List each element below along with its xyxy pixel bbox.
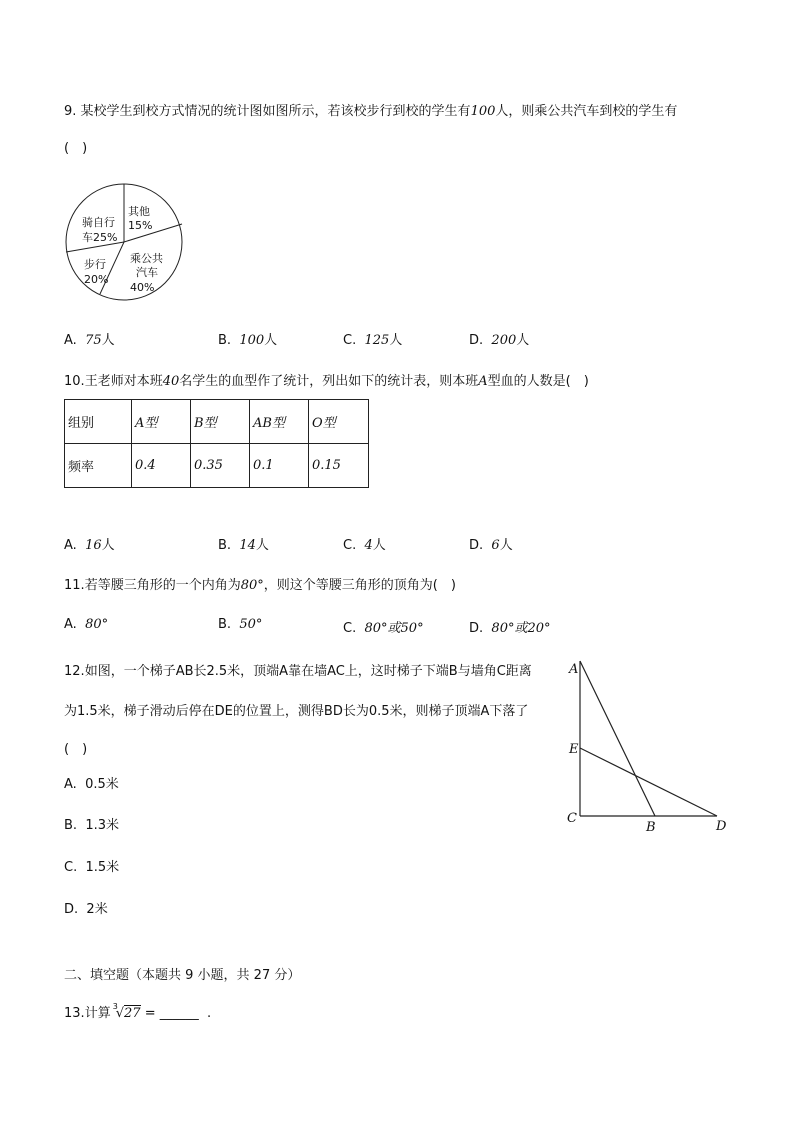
q9-pie-chart xyxy=(64,190,194,300)
table-cell: 频率 xyxy=(65,444,132,488)
q9-stem-number: 100 xyxy=(470,104,496,119)
q13-number: 13. xyxy=(64,1006,85,1021)
pie-value-walk: 20% xyxy=(84,273,109,286)
q13-line: 13.计算 3 √27 = ______ . xyxy=(64,1002,212,1021)
q11-option-b[interactable]: B. 50° xyxy=(218,617,263,632)
table-row xyxy=(65,444,369,488)
table-row xyxy=(65,400,369,444)
q10-option-c[interactable]: C. 4人 xyxy=(343,538,386,553)
pie-label-bus: 乘公共 xyxy=(130,252,163,265)
q11-option-a[interactable]: A. 80° xyxy=(64,617,109,632)
q9-stem-part-b: 人，则乘公共汽车到校的学生有 xyxy=(495,104,678,119)
q11-number: 11. xyxy=(64,578,85,593)
label-b: B xyxy=(646,820,656,835)
table-header-cell: AB型 xyxy=(250,400,309,444)
q12-option-d[interactable]: D. 2米 xyxy=(64,902,108,917)
q12-stem-line2: 为1.5米，梯子滑动后停在DE的位置上，测得BD长为0.5米，则梯子顶端A下落了 xyxy=(64,704,529,719)
ladder-de xyxy=(580,748,717,816)
q12-ladder-figure xyxy=(560,655,740,845)
q12-option-b[interactable]: B. 1.3米 xyxy=(64,818,120,833)
pie-value-bus: 40% xyxy=(130,281,155,294)
root-index: 3 xyxy=(112,1002,118,1011)
q9-stem-part-a: 某校学生到校方式情况的统计图如图所示，若该校步行到校的学生有 xyxy=(80,104,471,119)
pie-label-bike-2: 车25% xyxy=(82,231,118,244)
q12-option-a[interactable]: A. 0.5米 xyxy=(64,777,119,792)
radical-sign: √ xyxy=(115,1006,124,1021)
q10-option-b[interactable]: B. 14人 xyxy=(218,538,269,553)
table-cell: 0.1 xyxy=(250,444,309,488)
q9-number: 9. xyxy=(64,104,77,119)
pie-label-bus-2: 汽车 xyxy=(136,266,158,279)
q9-option-a[interactable]: A. 75人 xyxy=(64,333,115,348)
q10-frequency-table xyxy=(64,399,369,488)
q9-paren: ( ) xyxy=(64,141,88,156)
q9-option-c[interactable]: C. 125人 xyxy=(343,333,403,348)
q11-option-d[interactable]: D. 80°或20° xyxy=(469,621,551,636)
q10-stem: 10.王老师对本班40名学生的血型作了统计，列出如下的统计表，则本班A型血的人数是( ) xyxy=(64,374,589,389)
radicand: 27 xyxy=(124,1006,141,1021)
q9-option-d[interactable]: D. 200人 xyxy=(469,333,530,348)
table-cell: 0.15 xyxy=(309,444,369,488)
q10-option-a[interactable]: A. 16人 xyxy=(64,538,115,553)
cube-root xyxy=(112,1002,141,1021)
table-cell: 0.35 xyxy=(191,444,250,488)
pie-label-walk: 步行 xyxy=(84,258,106,271)
label-c: C xyxy=(567,811,577,826)
label-e: E xyxy=(569,742,579,757)
q12-paren: ( ) xyxy=(64,742,88,757)
label-a: A xyxy=(569,662,579,677)
pie-value-other: 15% xyxy=(128,219,153,232)
table-header-cell: A型 xyxy=(132,400,191,444)
q12-option-c[interactable]: C. 1.5米 xyxy=(64,860,120,875)
table-header-cell: 组别 xyxy=(65,400,132,444)
label-d: D xyxy=(716,819,727,834)
table-header-cell: B型 xyxy=(191,400,250,444)
section-2-title: 二、填空题（本题共 9 小题，共 27 分） xyxy=(64,968,301,983)
pie-label-other: 其他 xyxy=(128,205,150,218)
q9-option-b[interactable]: B. 100人 xyxy=(218,333,278,348)
q11-stem: 11.若等腰三角形的一个内角为80°，则这个等腰三角形的顶角为( ) xyxy=(64,578,456,593)
pie-label-bike: 骑自行 xyxy=(82,216,115,229)
table-cell: 0.4 xyxy=(132,444,191,488)
q11-option-c[interactable]: C. 80°或50° xyxy=(343,621,424,636)
q12-stem-line1: 12.如图，一个梯子AB长2.5米，顶端A靠在墙AC上，这时梯子下端B与墙角C距离 xyxy=(64,664,532,679)
q12-number: 12. xyxy=(64,664,85,679)
table-header-cell: O型 xyxy=(309,400,369,444)
ladder-ab xyxy=(580,661,655,816)
q10-option-d[interactable]: D. 6人 xyxy=(469,538,513,553)
q10-number: 10. xyxy=(64,374,85,389)
q13-answer-blank[interactable]: ______ xyxy=(159,1006,199,1021)
q9-stem-line1 xyxy=(64,100,677,119)
